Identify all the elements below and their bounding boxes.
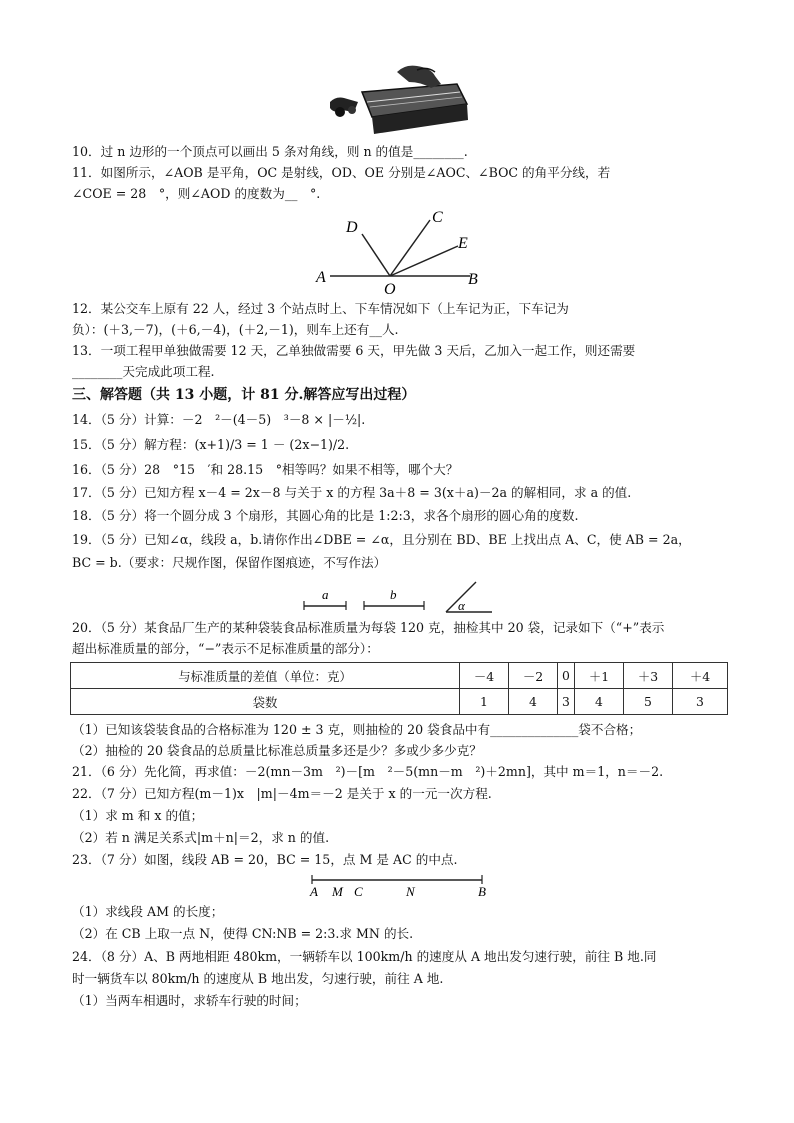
question-11-line2: ∠COE = 28 °，则∠AOD 的度数为__ °.: [72, 186, 321, 201]
point-N-label: N: [406, 884, 415, 899]
question-19-line1: 19．（5 分）已知∠α，线段 a，b.请你作出∠DBE = ∠α，且分别在 BD、BE 上找出点 A、C，使 AB = 2a，: [72, 532, 691, 547]
count-cell: 5: [624, 689, 673, 715]
question-13-line2: ________天完成此项工程.: [72, 364, 215, 379]
label-C: C: [432, 209, 443, 226]
question-22: 22．（7 分）已知方程(m－1)x |m|－4m＝－2 是关于 x 的一元一次方程.: [72, 786, 492, 801]
count-cell: 3: [673, 689, 728, 715]
label-A: A: [316, 269, 326, 286]
question-22-part2: （2）若 n 满足关系式|m＋n|＝2，求 n 的值.: [72, 830, 330, 845]
count-cell: 4: [509, 689, 558, 715]
question-23-part1: （1）求线段 AM 的长度；: [72, 904, 224, 919]
row2-header: 袋数: [71, 689, 460, 715]
question-20-part1: （1）已知该袋装食品的合格标准为 120 ± 3 克，则抽检的 20 袋食品中有______________袋不合格；: [72, 722, 642, 737]
diff-cell: －4: [460, 663, 509, 689]
question-11-line1: 11．如图所示，∠AOB 是平角，OC 是射线，OD、OE 分别是∠AOC、∠BOC 的角平分线，若: [72, 165, 611, 180]
angle-figure: [310, 206, 490, 296]
count-cell: 3: [558, 689, 575, 715]
point-M-label: M: [332, 884, 343, 899]
question-24-line1: 24．（8 分）A、B 两地相距 480km，一辆轿车以 100km/h 的速度从 A 地出发匀速行驶，前往 B 地.同: [72, 949, 657, 964]
question-20-line2: 超出标准质量的部分，“−”表示不足标准质量的部分）：: [72, 641, 379, 656]
segment-a-label: a: [322, 587, 329, 602]
diff-cell: 0: [558, 663, 575, 689]
question-10: 10．过 n 边形的一个顶点可以画出 5 条对角线，则 n 的值是________.: [72, 144, 468, 159]
question-16: 16．（5 分）28 °15 ′和 28.15 °相等吗？如果不相等，哪个大？: [72, 462, 459, 477]
point-B-label: B: [478, 884, 486, 899]
label-B: B: [468, 271, 478, 288]
table-row: [71, 689, 728, 715]
question-17: 17．（5 分）已知方程 x－4 = 2x－8 与关于 x 的方程 3a＋8 = 3(x＋a)－2a 的解相同，求 a 的值.: [72, 485, 632, 500]
question-14: 14．（5 分）计算：－2 ²－(4－5) ³－8 × |－½|.: [72, 412, 366, 427]
section-3-title: 三、解答题（共 13 小题，计 81 分.解答应写出过程）: [72, 387, 416, 403]
diff-cell: ＋4: [673, 663, 728, 689]
segment-b-label: b: [390, 587, 397, 602]
row1-header: 与标准质量的差值（单位：克）: [71, 663, 460, 689]
question-15: 15．（5 分）解方程：(x+1)/3 = 1 － (2x−1)/2.: [72, 437, 350, 452]
count-cell: 4: [575, 689, 624, 715]
question-23: 23．（7 分）如图，线段 AB = 20，BC = 15，点 M 是 AC 的中点.: [72, 852, 458, 867]
quality-table: [70, 662, 728, 715]
question-18: 18．（5 分）将一个圆分成 3 个扇形，其圆心角的比是 1:2:3，求各个扇形的圆心角的度数.: [72, 508, 579, 523]
question-24-line2: 时一辆货车以 80km/h 的速度从 B 地出发，匀速行驶，前往 A 地.: [72, 971, 444, 986]
table-row: [71, 663, 728, 689]
label-O: O: [384, 281, 396, 296]
question-12-line2: 负）：(＋3,－7)，(＋6,－4)，(＋2,－1)，则车上还有__人.: [72, 322, 399, 337]
point-A-label: A: [310, 884, 318, 899]
count-cell: 1: [460, 689, 509, 715]
question-20-part2: （2）抽检的 20 袋食品的总质量比标准总质量多还是少？多或少多少克？: [72, 743, 482, 758]
question-23-part2: （2）在 CB 上取一点 N，使得 CN:NB = 2:3.求 MN 的长.: [72, 926, 414, 941]
woodworking-illustration: [322, 62, 472, 140]
label-D: D: [346, 219, 358, 236]
diff-cell: －2: [509, 663, 558, 689]
q23-segment-figure: [306, 872, 492, 900]
question-21: 21．（6 分）先化简，再求值：－2(mn－3m ²)－[m ²－5(mn－m ²)＋2mn]，其中 m＝1，n＝－2.: [72, 764, 664, 779]
q19-figure: [296, 580, 496, 616]
label-E: E: [458, 235, 468, 252]
point-C-label: C: [354, 884, 363, 899]
question-13-line1: 13．一项工程甲单独做需要 12 天，乙单独做需要 6 天，甲先做 3 天后，乙加入一起工作，则还需要: [72, 343, 636, 358]
question-24-part1: （1）当两车相遇时，求轿车行驶的时间；: [72, 993, 307, 1008]
question-12-line1: 12．某公交车上原有 22 人，经过 3 个站点时上、下车情况如下（上车记为正，下车记为: [72, 301, 569, 316]
angle-alpha-label: α: [458, 598, 465, 613]
question-20-line1: 20．（5 分）某食品厂生产的某种袋装食品标准质量为每袋 120 克，抽检其中 20 袋，记录如下（“+”表示: [72, 620, 665, 635]
question-22-part1: （1）求 m 和 x 的值；: [72, 808, 204, 823]
question-19-line2: BC = b.（要求：尺规作图，保留作图痕迹，不写作法）: [72, 555, 387, 570]
diff-cell: ＋1: [575, 663, 624, 689]
diff-cell: ＋3: [624, 663, 673, 689]
